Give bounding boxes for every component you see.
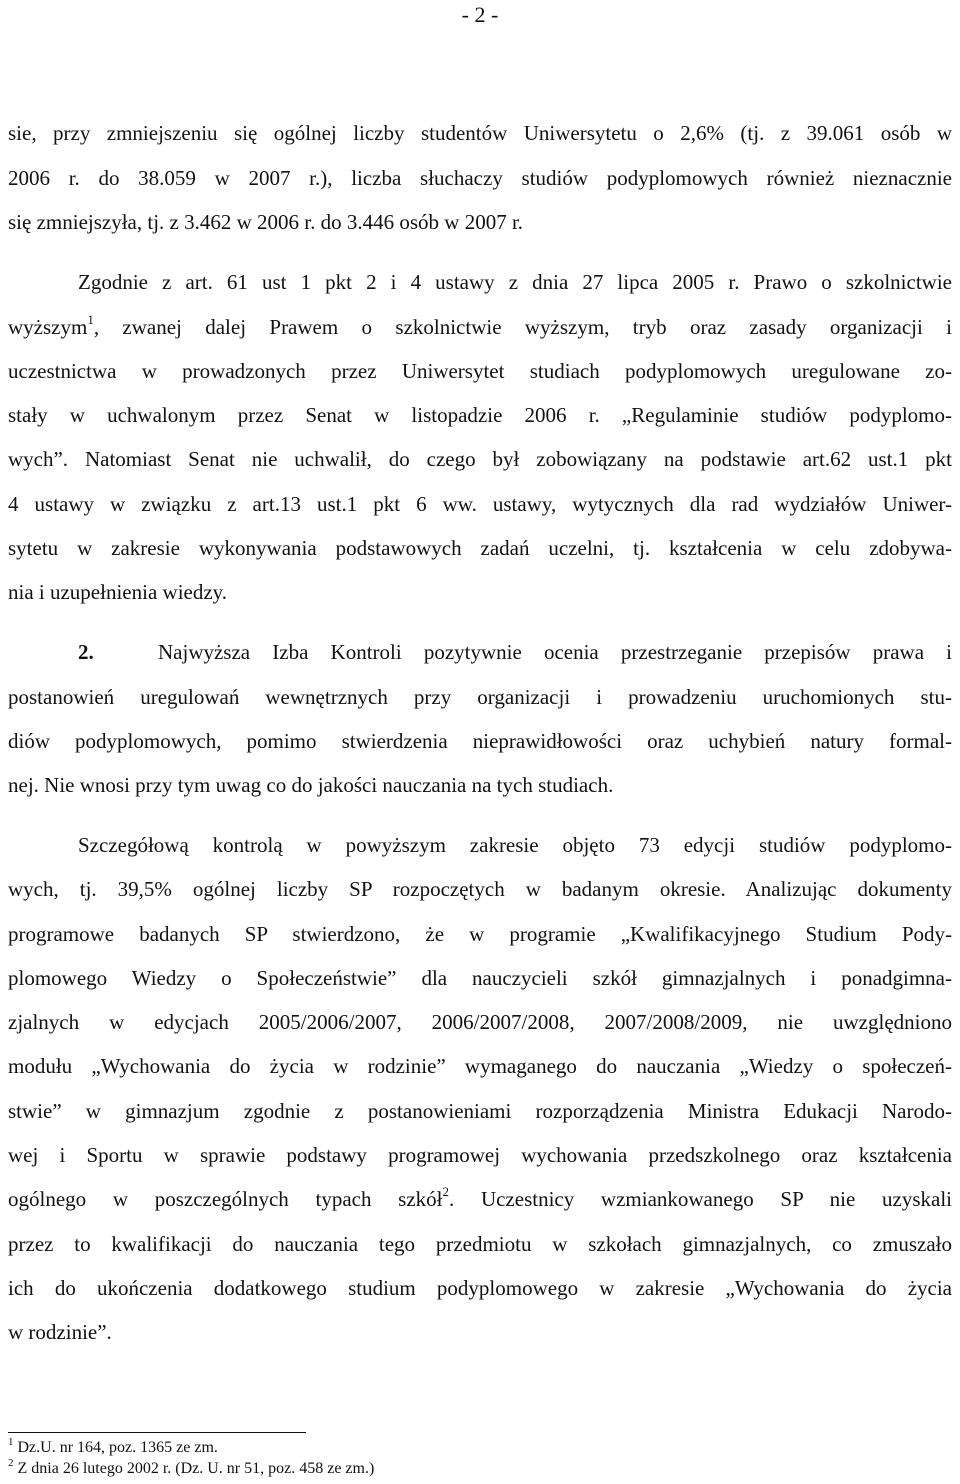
footnote-mark: 2	[8, 1456, 14, 1469]
body-line: 2006 r. do 38.059 w 2007 r.), liczba słuchaczy studiów podyplomowych również nieznacznie	[8, 166, 952, 190]
section-number: 2.	[78, 640, 94, 664]
body-line: stwie” w gimnazjum zgodnie z postanowieniami rozporządzenia Ministra Edukacji Narodo-	[8, 1099, 952, 1123]
body-line: programowe badanych SP stwierdzono, że w programie „Kwalifikacyjnego Studium Pody-	[8, 922, 952, 946]
page-number: - 2 -	[461, 2, 499, 27]
body-line: wych”. Natomiast Senat nie uchwalił, do czego był zobowiązany na podstawie art.62 ust.1 pkt	[8, 447, 952, 471]
body-line: wych, tj. 39,5% ogólnej liczby SP rozpoczętych w badanym okresie. Analizując dokumenty	[8, 877, 952, 901]
footnote-text: Dz.U. nr 164, poz. 1365 ze zm.	[13, 1439, 218, 1456]
footnote-1	[8, 1435, 218, 1458]
text-fragment: ogólnego w poszczególnych typach szkół	[8, 1187, 443, 1211]
body-line: sytetu w zakresie wykonywania podstawowych zadań uczelni, tj. kształcenia w celu zdobywa-	[8, 536, 952, 560]
body-line: nej. Nie wnosi przy tym uwag co do jakości nauczania na tych studiach.	[8, 773, 614, 797]
text-fragment: . Uczestnicy wzmiankowanego SP nie uzyskali	[449, 1187, 952, 1211]
body-line: diów podyplomowych, pomimo stwierdzenia nieprawidłowości oraz uchybień natury formal-	[8, 729, 952, 753]
body-line	[8, 1184, 952, 1214]
body-line: się zmniejszyła, tj. z 3.462 w 2006 r. do 3.446 osób w 2007 r.	[8, 210, 524, 234]
body-line	[8, 312, 952, 342]
body-line: w rodzinie”.	[8, 1320, 112, 1344]
footnote-ref: 2	[442, 1184, 449, 1199]
body-line: stały w uchwalonym przez Senat w listopadzie 2006 r. „Regulaminie studiów podyplomo-	[8, 403, 952, 427]
body-line: zjalnych w edycjach 2005/2006/2007, 2006/2007/2008, 2007/2008/2009, nie uwzględniono	[8, 1010, 952, 1034]
body-line: plomowego Wiedzy o Społeczeństwie” dla nauczycieli szkół gimnazjalnych i ponadgimna-	[8, 966, 952, 990]
body-line: 4 ustawy w związku z art.13 ust.1 pkt 6 ww. ustawy, wytycznych dla rad wydziałów Uniwer-	[8, 492, 952, 516]
paragraph-first-line: Zgodnie z art. 61 ust 1 pkt 2 i 4 ustawy z dnia 27 lipca 2005 r. Prawo o szkolnictwie	[78, 270, 952, 294]
text-fragment: wyższym	[8, 315, 88, 339]
text-fragment: , zwanej dalej Prawem o szkolnictwie wyższym, tryb oraz zasady organizacji i	[93, 315, 952, 339]
body-line: modułu „Wychowania do życia w rodzinie” wymaganego do nauczania „Wiedzy o społeczeń-	[8, 1054, 952, 1078]
footnote-mark: 1	[8, 1435, 14, 1448]
paragraph-first-line: Szczegółową kontrolą w powyższym zakresie objęto 73 edycji studiów podyplomo-	[78, 833, 952, 857]
body-line: przez to kwalifikacji do nauczania tego przedmiotu w szkołach gimnazjalnych, co zmuszało	[8, 1232, 952, 1256]
footnote-ref: 1	[87, 312, 94, 327]
footnote-2	[8, 1456, 375, 1479]
footnote-text: Z dnia 26 lutego 2002 r. (Dz. U. nr 51, poz. 458 ze zm.)	[13, 1460, 375, 1477]
body-line: sie, przy zmniejszeniu się ogólnej liczby studentów Uniwersytetu o 2,6% (tj. z 39.061 osób w	[8, 121, 952, 145]
body-line: nia i uzupełnienia wiedzy.	[8, 580, 228, 604]
body-line: uczestnictwa w prowadzonych przez Uniwersytet studiach podyplomowych uregulowane zo-	[8, 359, 952, 383]
footnote-divider	[8, 1432, 306, 1433]
body-line: ich do ukończenia dodatkowego studium podyplomowego w zakresie „Wychowania do życia	[8, 1276, 952, 1300]
body-line: wej i Sportu w sprawie podstawy programowej wychowania przedszkolnego oraz kształcenia	[8, 1143, 952, 1167]
paragraph-first-line: Najwyższa Izba Kontroli pozytywnie ocenia przestrzeganie przepisów prawa i	[158, 640, 952, 664]
body-line: postanowień uregulowań wewnętrznych przy organizacji i prowadzeniu uruchomionych stu-	[8, 685, 952, 709]
